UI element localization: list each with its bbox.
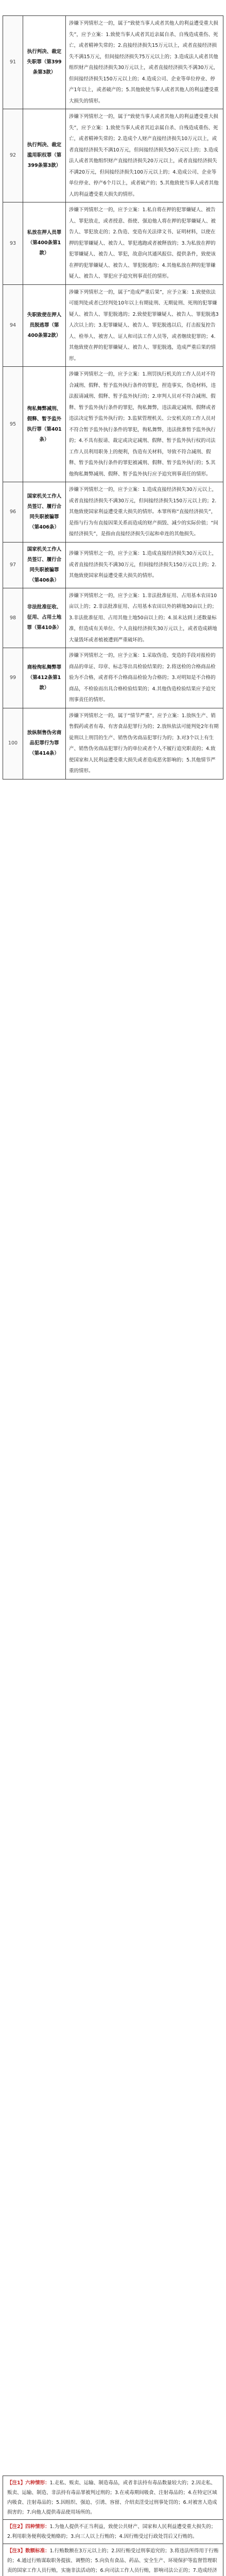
note-block [3,2520,223,2544]
filing-standard: 涉嫌下列情形之一的，属于“致使当事人或者其他人的利益遭受重大损失”，应予立案：1.致使当事人或者其近亲属自杀、自残造成重伤、死亡，或者精神失常的；2.造成个人财产直接经济损失10万元以上，或者直接经济损失不满10万元，但间接经济损失50万元以上的；3.造成法人或者其他组织财产直接经济损失20万元以上，或者直接经济损失不满20万元，但间接经济损失100万元以上的；4.造成公司、企业等单位停业、停产6个月以上，或者破产的；5.其他致使当事人或者其他人的利益遭受重大损失的情形。 [66,109,223,202]
crime-name: 国家机关工作人员签订、履行合同失职被骗罪（第406条） [23,542,66,588]
crime-name: 非法批准征收、征用、占用土地罪（第410条） [23,588,66,648]
table-row [3,16,223,109]
filing-standard: 涉嫌下列情形之一的，属于“致使当事人或者其他人的利益遭受重大损失”，应予立案：1.致使当事人或者其近亲属自杀、自残造成重伤、死亡，或者精神失常的；2.直接经济损失15万元以上，或者直接经济损失不满15万元，但间接经济损失75万元以上的；3.造成法人或者其他组织财产直接经济损失30万元以上，或者直接经济损失不满30万元，但间接经济损失150万元以上的；4.造成公司、企业等单位停业、停产1年以上，或者破产的；5.其他致使当事人或者其他人的利益遭受重大损失的情形。 [66,16,223,109]
row-number: 94 [3,284,23,367]
notes-section [3,2476,223,2576]
note-text: 1.行贿数额在3万元以上的；2.因行贿受过刑事追究的；3.将违法所得用于行贿的；4.通过行贿谋取职务提拔、调整的；5.向负有食品、药品、安全生产、环境保护等监督管理职责的国家工作人员行贿，实施非法活动的；6.向司法工作人员行贿，影响司法公正的；7.造成经济 [7,2548,219,2573]
note-title: 【注3】数额标准： [7,2548,50,2554]
filing-standard: 涉嫌下列情形之一的，应予立案：1.造成直接经济损失30万元以上，或者直接经济损失不满30万元，但间接经济损失150万元以上的；2.其他致使国家利益遭受重大损失的情形。 [66,542,223,588]
note-block [3,2544,223,2576]
table-row [3,202,223,285]
table-row [3,367,223,482]
row-number: 99 [3,648,23,708]
row-number: 95 [3,367,23,482]
crime-name: 失职致使在押人员脱逃罪（第400条第2款） [23,284,66,367]
row-number: 97 [3,542,23,588]
note-title: 【注2】四种情形： [7,2524,50,2530]
row-number: 92 [3,109,23,202]
crime-rows [3,16,223,779]
top-strip [0,0,226,15]
table-row [3,109,223,202]
filing-standard: 涉嫌下列情形之一的，属于“情节严重”，应予立案：1.放纵生产、销售假药或者有毒、有害食品犯罪行为的；2.放纵依法可能判处2年有期徒刑以上刑罚的生产、销售伪劣商品犯罪行为的；3.对3个以上有生产、销售伪劣商品犯罪行为的单位或者个人不履行追究职责的；4.致使国家和人民利益遭受重大损失或者造成恶劣影响的；5.其他情节严重的情形。 [66,708,223,779]
table-row [3,708,223,779]
filing-standard: 涉嫌下列情形之一的，应予立案：1.刑罚执行机关的工作人员对不符合减刑、假释、暂予监外执行条件的罪犯，捏造事实，伪造材料，违法报请减刑、假释、暂予监外执行的；2.审判人员对不符合减刑、假释、暂予监外执行条件的罪犯，徇私舞弊，违法裁定减刑、假释或者违法决定暂予监外执行的；3.监狱管理机关、公安机关的工作人员对不符合暂予监外执行条件的罪犯，徇私舞弊，违法批准暂予监外执行的；4.不具有报请、裁定或决定减刑、假释、暂予监外执行权的司法工作人员利用职务上的便利，伪造有关材料，导致不符合减刑、假释、暂予监外执行条件的罪犯被减刑、假释、暂予监外执行的；5.其他徇私舞弊减刑、假释、暂予监外执行应予追究刑事责任的情形。 [66,367,223,482]
row-number: 91 [3,16,23,109]
filing-standard: 涉嫌下列情形之一的，应予立案：1.非法批准征用、占用基本农田10亩以上的；2.非法批准征用、占用基本农田以外的耕地30亩以上的；3.非法批准征用、占用其他土地50亩以上的；4.虽未达到上述数量标准，但造成有关单位、个人直接经济损失30万元以上，或者造成耕地大量毁坏或者植被遭到严重破坏的。 [66,588,223,648]
crime-name: 国家机关工作人员签订、履行合同失职被骗罪（第406条） [23,482,66,543]
note-title: 【注1】六种情形： [7,2480,50,2486]
row-number: 93 [3,202,23,285]
crime-name: 执行判决、裁定滥用职权罪（第399条第3款） [23,109,66,202]
table-row [3,588,223,648]
filing-standard: 涉嫌下列情形之一的，应予立案：1.私自将在押的犯罪嫌疑人、被告人、罪犯放走，或者授意、指使、强迫他人将在押的犯罪嫌疑人、被告人、罪犯放走的；2.伪造、变造有关法律文书、证明材料，以使在押的犯罪嫌疑人、被告人、罪犯逃跑或者被释放的；3.为私放在押的犯罪嫌疑人、被告人、罪犯，故意向其通风报信、提供条件，致使该在押的犯罪嫌疑人、被告人、罪犯脱逃的；4.其他私放在押的犯罪嫌疑人、被告人、罪犯应予追究刑事责任的情形。 [66,202,223,285]
note-block [3,2476,223,2520]
row-number: 100 [3,708,23,779]
filing-standard: 涉嫌下列情形之一的，应予立案：1.采取伪造、变造的手段对报检的商品的单证、印章、标志等出具检验结果的；2.将送检的合格商品检验为不合格，或者将不合格商品检验为合格的；3.对明知是不合格的商品，不检验而出具合格检验结果的；4.其他伪造检验结果应予追究刑事责任的情形。 [66,648,223,708]
crime-name: 放纵制售伪劣商品犯罪行为罪（第414条） [23,708,66,779]
crime-name: 执行判决、裁定失职罪（第399条第3款） [23,16,66,109]
crime-name: 商检徇私舞弊罪（第412条第1款） [23,648,66,708]
note-text: 1.走私、贩卖、运输、制造毒品，或者非法持有毒品数量较大的；2.因走私、贩卖、运输、制造、非法持有毒品罪被判过刑的；3.在戒毒期间吸食、注射毒品的；4.在特定区域内吸食、注射毒品的；5.因组织、强迫、引诱、容留、介绍卖淫受过刑事处罚的；6.对被害人造成损害的；7.向他人提供毒品使用场所的。 [7,2480,217,2515]
filing-standard: 涉嫌下列情形之一的，属于“造成严重后果”，应予立案：1.致使依法可能判处或者已经判处10年以上有期徒刑、无期徒刑、死刑的犯罪嫌疑人、被告人、罪犯脱逃的；2.致使犯罪嫌疑人、被告人、罪犯脱逃3人次以上的；3.犯罪嫌疑人、被告人、罪犯脱逃以后，打击报复控告人、检举人、被害人、证人和司法工作人员等，或者继续犯罪的；4.其他致使在押的犯罪嫌疑人、被告人、罪犯脱逃，造成严重后果的情形。 [66,284,223,367]
table-row [3,542,223,588]
crime-name: 徇私舞弊减刑、假释、暂予监外执行罪（第401条） [23,367,66,482]
filing-standard: 涉嫌下列情形之一的，应予立案：1.造成直接经济损失30万元以上，或者直接经济损失不满30万元，但间接经济损失150万元以上的；2.其他致使国家利益遭受重大损失的情形。本罪所称“直接经济损失”，是指与行为有直接因果关系而造成的财产损毁、减少的实际价值；“间接经济损失”，是指由直接经济损失引起和牵连的其他损失。 [66,482,223,543]
table-row [3,482,223,543]
row-number: 98 [3,588,23,648]
crime-name: 私放在押人员罪（第400条第1款） [23,202,66,285]
row-number: 96 [3,482,23,543]
table-row [3,284,223,367]
crime-standards-table [3,15,223,779]
note-text: 1.为他人提供不正当利益，致使公共财产、国家和人民利益遭受重大损失的；2.利用职务便利收受贿赂的；3.向三人以上行贿的；4.因行贿受过行政处罚后又行贿的。 [7,2524,216,2539]
table-row [3,648,223,708]
